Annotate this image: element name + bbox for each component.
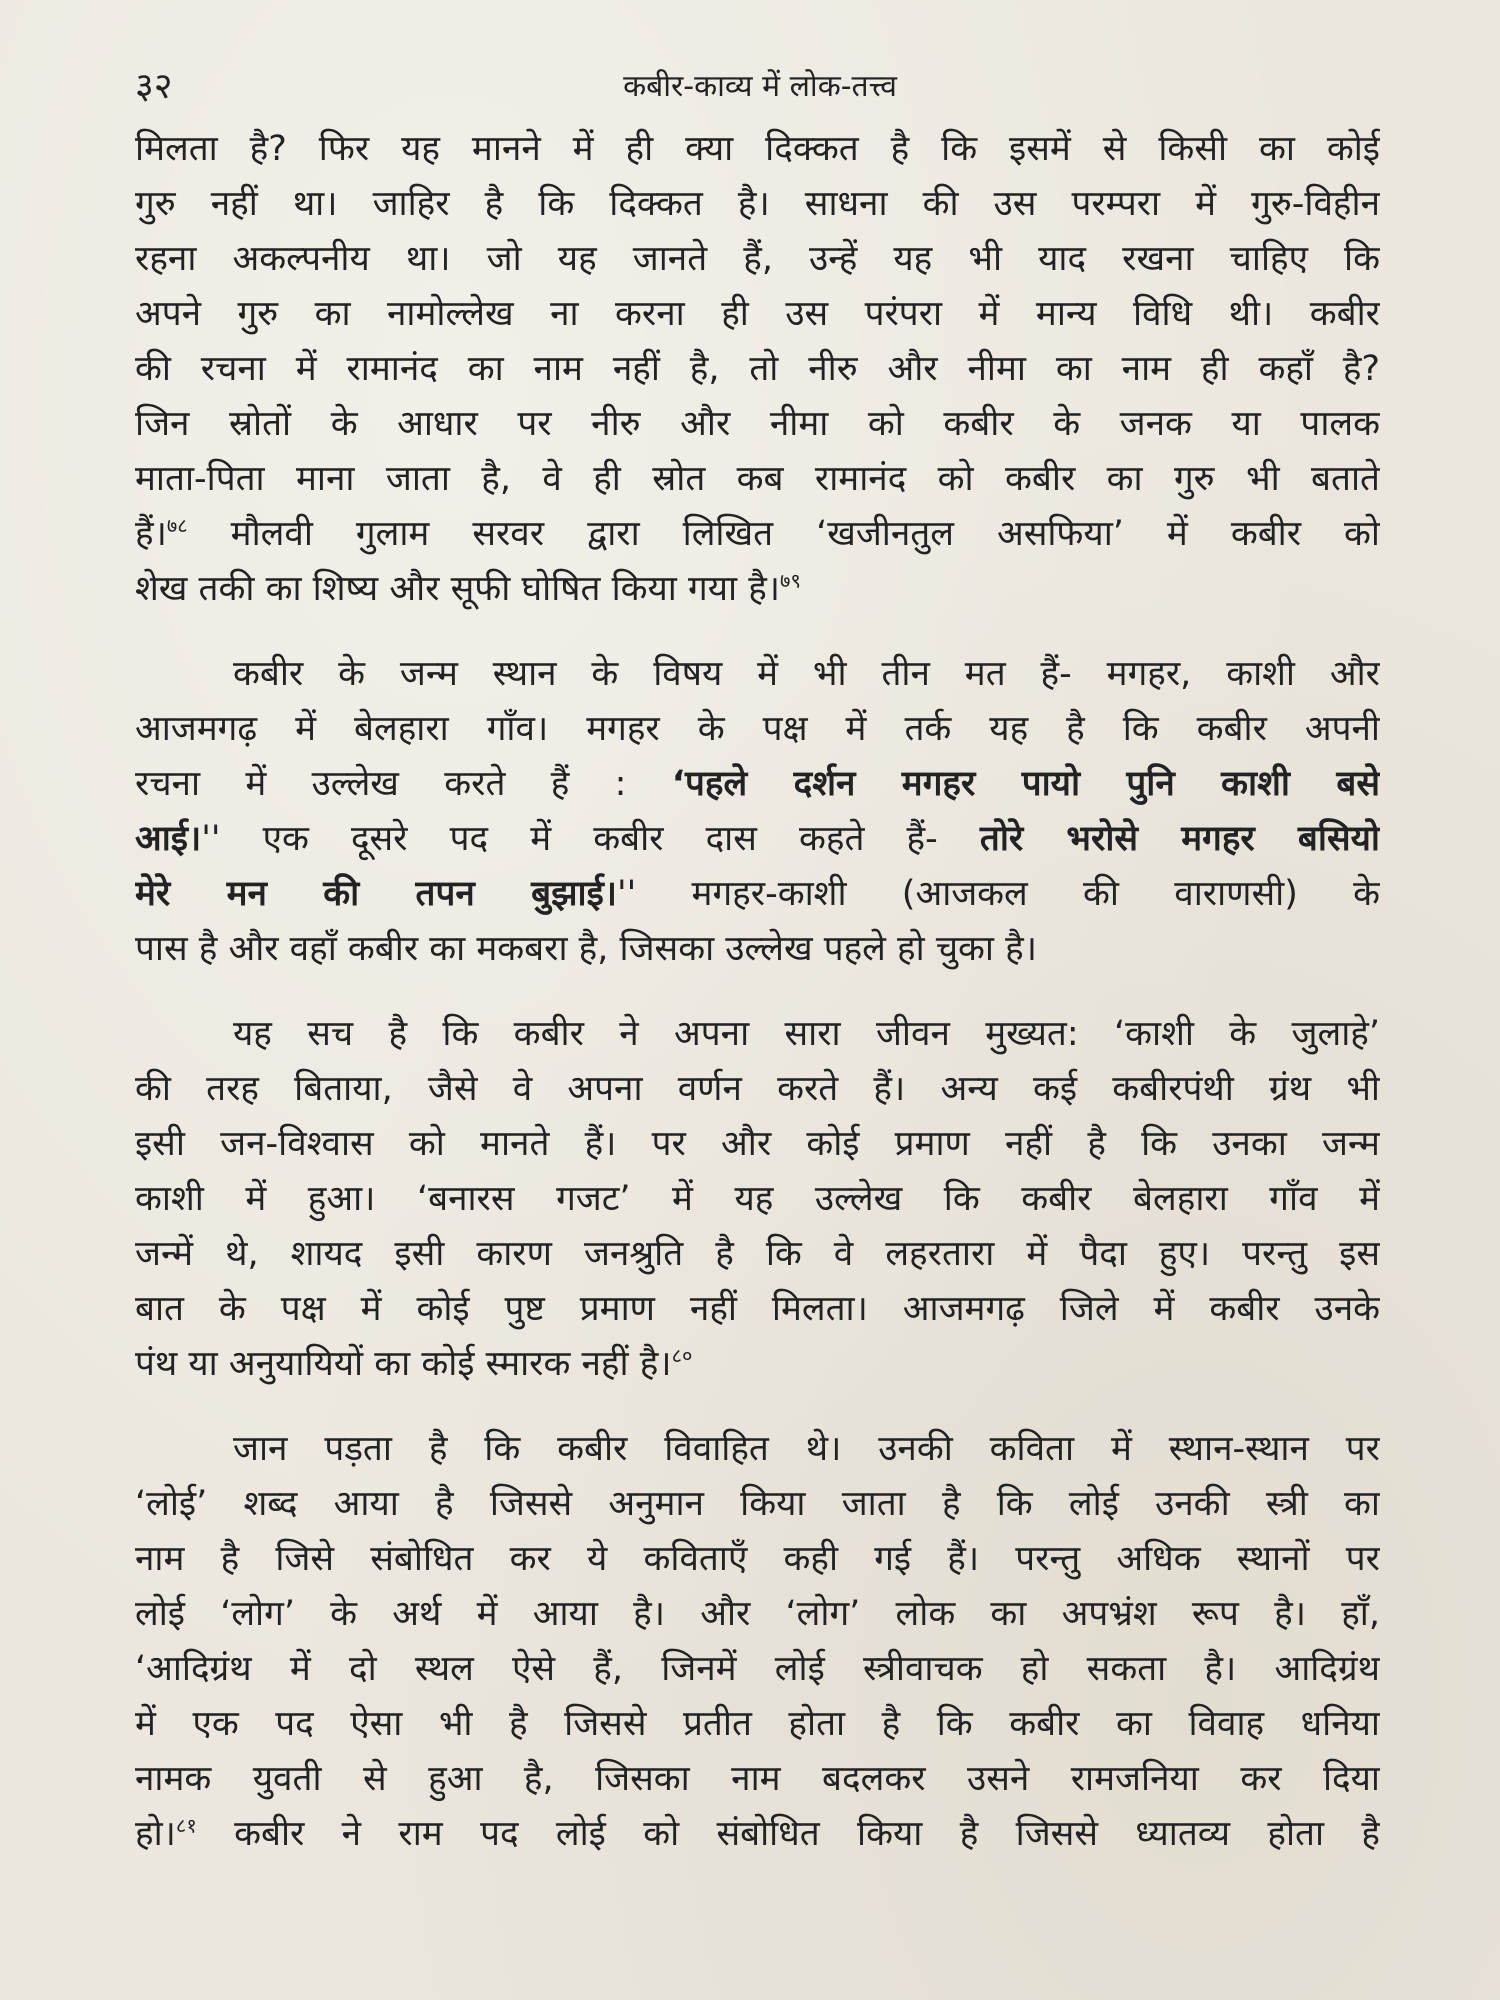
text-line: में एक पद ऐसा भी है जिससे प्रतीत होता है कि कबीर का विवाह धनिया	[135, 1704, 1380, 1744]
paragraph	[135, 1422, 1380, 1862]
text-line: बात के पक्ष में कोई पुष्ट प्रमाण नहीं मिलता। आजमगढ़ जिले में कबीर उनके	[135, 1289, 1380, 1329]
quoted-verse: आई।	[135, 819, 202, 859]
paragraph	[135, 647, 1380, 977]
line-text: हो।	[135, 1814, 176, 1854]
text-line: आजमगढ़ में बेलहारा गाँव। मगहर के पक्ष में तर्क यह है कि कबीर अपनी	[135, 709, 1380, 749]
text-line: ‘आदिग्रंथ में दो स्थल ऐसे हैं, जिनमें लोई स्त्रीवाचक हो सकता है। आदिग्रंथ	[135, 1649, 1380, 1689]
text-line	[135, 562, 1380, 617]
line-text: शेख तकी का शिष्य और सूफी घोषित किया गया है।	[135, 569, 781, 609]
quoted-verse: मेरे मन की तपन बुझाई।	[135, 874, 618, 914]
footnote-marker: ७९	[780, 568, 801, 593]
line-text: मौलवी गुलाम सरवर द्वारा लिखित ‘खजीनतुल असफिया’ में कबीर को	[187, 514, 1380, 554]
page-number: ३२	[135, 66, 173, 107]
text-line	[135, 867, 1380, 922]
text-line	[135, 812, 1380, 867]
text-line	[135, 507, 1380, 562]
page-header	[135, 62, 1385, 112]
text-line	[135, 1807, 1380, 1862]
quoted-verse: तोरे भरोसे मगहर बसियो	[979, 819, 1380, 859]
text-line: लोई ‘लोग’ के अर्थ में आया है। और ‘लोग’ लोक का अपभ्रंश रूप है। हाँ,	[135, 1594, 1380, 1634]
text-line: ‘लोई’ शब्द आया है जिससे अनुमान किया जाता है कि लोई उनकी स्त्री का	[135, 1484, 1380, 1524]
text-line: गुरु नहीं था। जाहिर है कि दिक्कत है। साधना की उस परम्परा में गुरु-विहीन	[135, 184, 1380, 224]
text-line: जान पड़ता है कि कबीर विवाहित थे। उनकी कविता में स्थान-स्थान पर	[233, 1429, 1380, 1469]
line-text: हैं।	[135, 514, 167, 554]
text-line: इसी जन-विश्वास को मानते हैं। पर और कोई प्रमाण नहीं है कि उनका जन्म	[135, 1124, 1380, 1164]
text-line: जन्में थे, शायद इसी कारण जनश्रुति है कि वे लहरतारा में पैदा हुए। परन्तु इस	[135, 1234, 1380, 1274]
text-line: जिन स्रोतों के आधार पर नीरु और नीमा को कबीर के जनक या पालक	[135, 404, 1380, 444]
paragraph	[135, 122, 1380, 617]
quoted-verse: ‘पहले दर्शन मगहर पायो पुनि काशी बसे	[671, 764, 1380, 804]
text-line: पास है और वहाँ कबीर का मकबरा है, जिसका उल्लेख पहले हो चुका है।	[135, 929, 1037, 969]
text-line: की रचना में रामानंद का नाम नहीं है, तो नीरु और नीमा का नाम ही कहाँ है?	[135, 349, 1380, 389]
text-line: रहना अकल्पनीय था। जो यह जानते हैं, उन्हें यह भी याद रखना चाहिए कि	[135, 239, 1380, 279]
running-title: कबीर-काव्य में लोक-तत्त्व	[623, 69, 897, 104]
line-text: रचना में उल्लेख करते हैं :	[135, 764, 672, 804]
text-line	[135, 1337, 1380, 1392]
text-line: अपने गुरु का नामोल्लेख ना करना ही उस परंपरा में मान्य विधि थी। कबीर	[135, 294, 1380, 334]
text-line: मिलता है? फिर यह मानने में ही क्या दिक्कत है कि इसमें से किसी का कोई	[135, 129, 1380, 169]
text-line	[135, 757, 1380, 812]
text-line: माता-पिता माना जाता है, वे ही स्रोत कब रामानंद को कबीर का गुरु भी बताते	[135, 459, 1380, 499]
text-line: नामक युवती से हुआ है, जिसका नाम बदलकर उसने रामजनिया कर दिया	[135, 1759, 1380, 1799]
line-text: कबीर ने राम पद लोई को संबोधित किया है जिससे ध्यातव्य होता है	[196, 1814, 1380, 1854]
line-text: '' मगहर-काशी (आजकल की वाराणसी) के	[617, 874, 1380, 914]
text-line: यह सच है कि कबीर ने अपना सारा जीवन मुख्यत: ‘काशी के जुलाहे’	[233, 1014, 1380, 1054]
line-text: पंथ या अनुयायियों का कोई स्मारक नहीं है।	[135, 1344, 672, 1384]
line-text: '' एक दूसरे पद में कबीर दास कहते हैं-	[201, 819, 980, 859]
text-line: नाम है जिसे संबोधित कर ये कविताएँ कही गई हैं। परन्तु अधिक स्थानों पर	[135, 1539, 1380, 1579]
footnote-marker: ८०	[671, 1343, 693, 1368]
footnote-marker: ८१	[175, 1813, 197, 1838]
text-line: कबीर के जन्म स्थान के विषय में भी तीन मत हैं- मगहर, काशी और	[233, 654, 1380, 694]
text-line: काशी में हुआ। ‘बनारस गजट’ में यह उल्लेख कि कबीर बेलहारा गाँव में	[135, 1179, 1380, 1219]
footnote-marker: ७८	[166, 513, 188, 538]
text-line: की तरह बिताया, जैसे वे अपना वर्णन करते हैं। अन्य कई कबीरपंथी ग्रंथ भी	[135, 1069, 1380, 1109]
paragraph	[135, 1007, 1380, 1392]
body-text	[135, 122, 1380, 1862]
